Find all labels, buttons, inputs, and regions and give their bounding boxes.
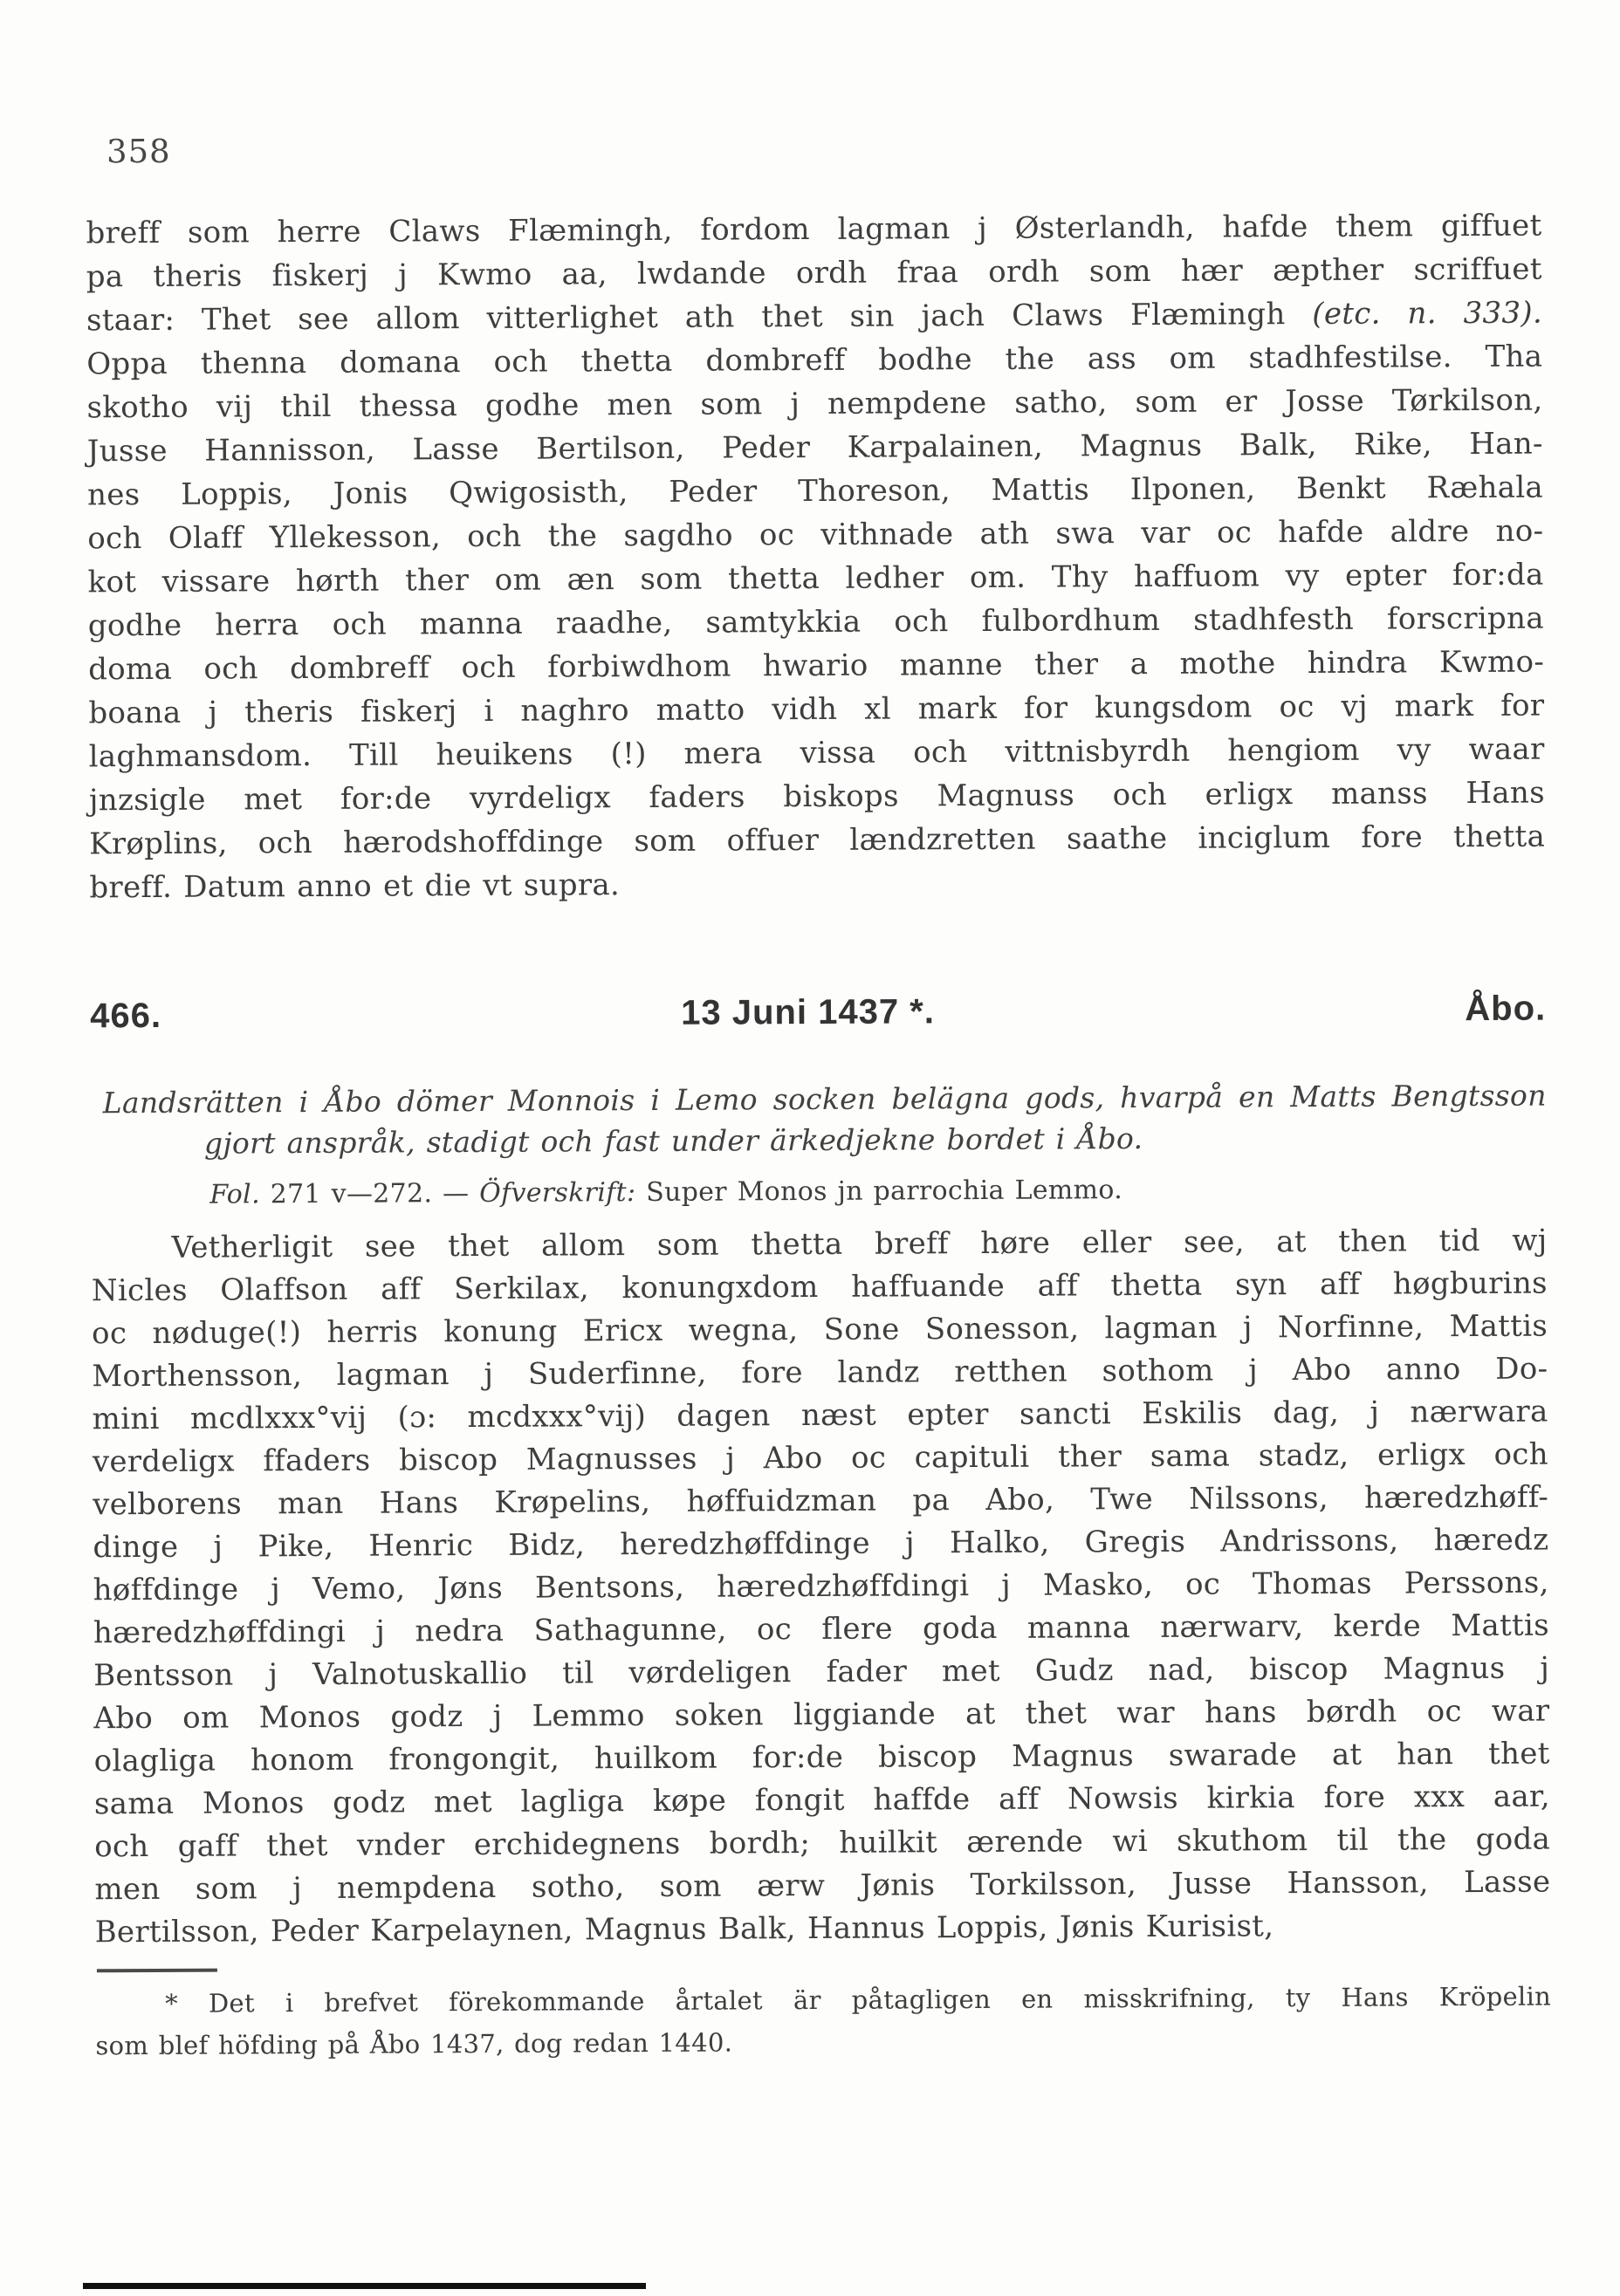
footnote [95, 1976, 1551, 2067]
text-line: jnzsigle met for:de vyrdeligx faders biskops Magnuss och erligx manss Hans [88, 775, 1545, 819]
text-line: doma och dombreff och forbiwdhom hwario manne ther a mothe hindra Kwmo- [88, 644, 1545, 688]
text-line: Oppa thenna domana och thetta dombreff bodhe the ass om stadhfestilse. Tha [86, 339, 1543, 382]
text-line: gjort anspråk, stadigt och fast under ärkedjekne bordet i Åbo. [203, 1121, 1143, 1161]
text-line: boana j theris fiskerj i naghro matto vidh xl mark for kungsdom oc vj mark for [88, 688, 1545, 731]
text-line: mini mcdlxxx°vij (ɔ: mcdxxx°vij) dagen næst epter sancti Eskilis dag, j nærwara [92, 1394, 1548, 1437]
text-line: som blef höfding på Åbo 1437, dog redan 1440. [95, 2027, 733, 2061]
scan-edge-artifact [83, 2283, 646, 2289]
text-line: Fol. 271 v—272. — Öfverskrift: Super Monos jn parrochia Lemmo. [209, 1175, 1123, 1210]
paragraph-continuation [86, 204, 1545, 910]
regest-summary [91, 1075, 1547, 1165]
entry-date: 13 Juni 1437 *. [681, 992, 936, 1032]
entry-header [90, 990, 1546, 1037]
text-line: hæredzhøffdingi j nedra Sathagunne, oc flere goda manna nærwarv, kerde Mattis [93, 1607, 1549, 1651]
text-line: och gaff thet vnder erchidegnens bordh; huilkit ærende wi skuthom til the goda [94, 1821, 1551, 1865]
text-line: Landsrätten i Åbo dömer Monnois i Lemo socken belägna gods, hvarpå en Matts Bengtsson [102, 1078, 1547, 1121]
text-line: Krøplins, och hærodshoffdinge som offuer lændzretten saathe inciglum fore thetta [89, 819, 1546, 862]
page-number: 358 [106, 132, 171, 171]
text-line: men som j nempdena sotho, som ærw Jønis Torkilsson, Jusse Hansson, Lasse [94, 1864, 1551, 1908]
text-line: Morthensson, lagman j Suderfinne, fore landz retthen sothom j Abo anno Do- [92, 1351, 1548, 1395]
text-line: och Olaff Yllekesson, och the sagdho oc vithnade ath swa var oc hafde aldre no- [87, 513, 1544, 557]
text-line: Nicles Olaffson aff Serkilax, konungxdom haffuande aff thetta syn aff høgburins [91, 1265, 1548, 1309]
entry-number: 466. [90, 996, 162, 1036]
text-line: Vetherligit see thet allom som thetta breff høre eller see, at then tid wj [171, 1223, 1548, 1265]
text-line: breff som herre Claws Flæmingh, fordom lagman j Østerlandh, hafde them giffuet [86, 208, 1542, 251]
footnote-separator-rule [97, 1969, 217, 1973]
text-line: breff. Datum anno et die vt supra. [89, 867, 621, 906]
text-line: verdeligx ffaders biscop Magnusses j Abo oc capituli ther sama stadz, erligx och [92, 1436, 1548, 1480]
text-line: godhe herra och manna raadhe, samtykkia och fulbordhum stadhfesth forscripna [87, 600, 1544, 644]
text-line: laghmansdom. Till heuikens (!) mera vissa och vittnisbyrdh hengiom vy waar [88, 731, 1545, 775]
text-line: Bentsson j Valnotuskallio til vørdeligen fader met Gudz nad, biscop Magnus j [93, 1650, 1550, 1694]
text-line: velborens man Hans Krøpelins, høffuidzman pa Abo, Twe Nilssons, hæredzhøff- [93, 1479, 1549, 1523]
text-line: oc nøduge(!) herris konung Ericx wegna, Sone Sonesson, lagman j Norfinne, Mattis [92, 1308, 1548, 1352]
text-line: kot vissare hørth ther om æn som thetta ledher om. Thy haffuom vy epter for:da [87, 557, 1544, 600]
text-line: olagliga honom frongongit, huilkom for:de biscop Magnus swarade at han thet [93, 1736, 1550, 1779]
text-line: * Det i brefvet förekommande årtalet är påtagligen en misskrifning, ty Hans Kröpelin [165, 1981, 1552, 2018]
text-line: Bertilsson, Peder Karpelaynen, Magnus Balk, Hannus Loppis, Jønis Kurisist, [94, 1909, 1274, 1950]
text-line: sama Monos godz met lagliga køpe fongit haffde aff Nowsis kirkia fore xxx aar, [93, 1779, 1551, 1822]
entry-place: Åbo. [1465, 989, 1547, 1029]
text-line: Jusse Hannisson, Lasse Bertilson, Peder Karpalainen, Magnus Balk, Rike, Han- [86, 426, 1543, 469]
text-line: skotho vij thil thessa godhe men som j nempdene satho, som er Josse Tørkilson, [86, 382, 1543, 426]
text-line: Abo om Monos godz j Lemmo soken liggiande at thet war hans børdh oc war [93, 1693, 1550, 1737]
source-reference-line [91, 1169, 1547, 1216]
text-line: nes Loppis, Jonis Qwigosisth, Peder Thoreson, Mattis Ilponen, Benkt Ræhala [86, 469, 1544, 513]
text-line: staar: Thet see allom vitterlighet ath thet sin jach Claws Flæmingh (etc. n. 333). [86, 295, 1543, 339]
document-text [91, 1220, 1550, 1955]
text-line: høffdinge j Vemo, Jøns Bentsons, hæredzhøffdingi j Masko, oc Thomas Perssons, [93, 1565, 1549, 1608]
text-line: pa theris fiskerj j Kwmo aa, lwdande ordh fraa ordh som hær æpther scriffuet [86, 251, 1542, 295]
text-line: dinge j Pike, Henric Bidz, heredzhøffdinge j Halko, Gregis Andrissons, hæredz [93, 1522, 1549, 1566]
